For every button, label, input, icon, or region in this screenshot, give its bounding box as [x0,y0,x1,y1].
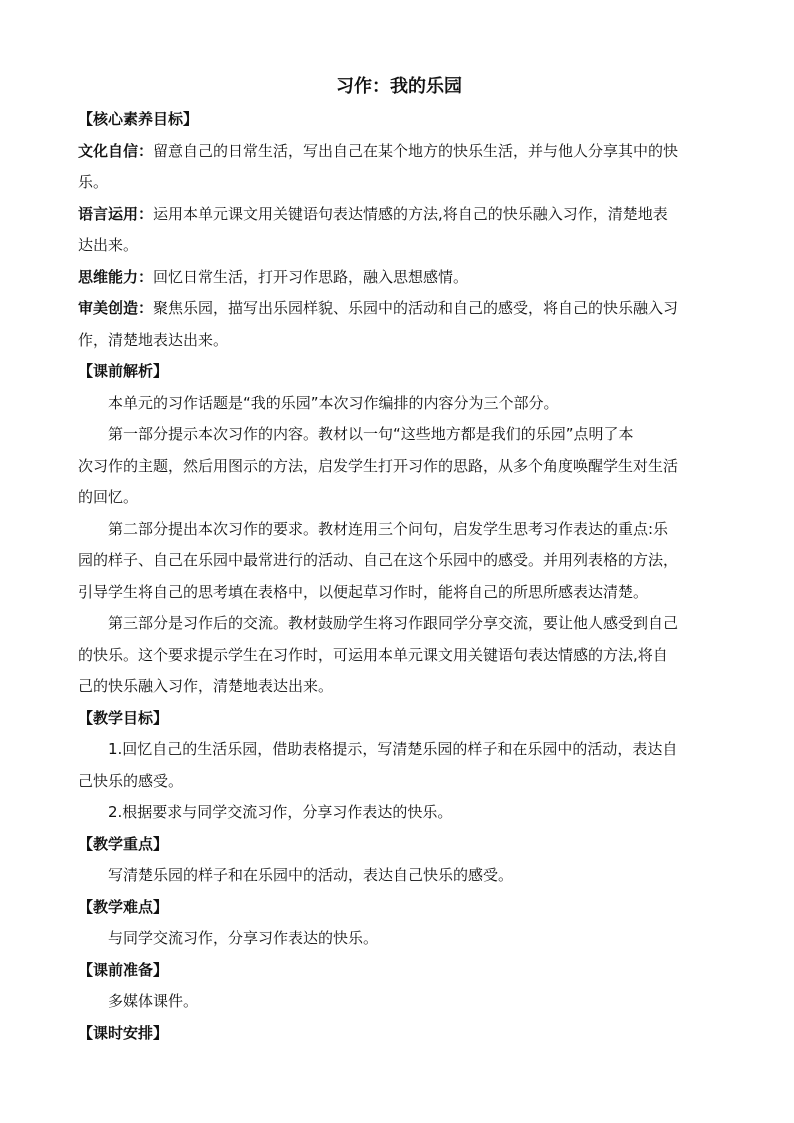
section-heading-schedule: 【课时安排】 [78,1023,169,1042]
section-heading-core-goals: 【核心素养目标】 [78,110,199,128]
analysis-paragraph-cont: 引导学生将自己的思考填在表格中，以便起草习作时，能将自己的所思所感表达清楚。 [78,582,649,601]
analysis-paragraph: 第一部分提示本次习作的内容。教材以一句“这些地方都是我们的乐园”点明了本 [108,425,634,443]
analysis-paragraph: 第二部分提出本次习作的要求。教材连用三个问句，启发学生思考习作表达的重点:乐 [108,519,669,538]
goal-text-cont: 乐。 [78,173,109,191]
goal-term: 思维能力： [78,267,154,286]
goal-item-aesthetic [78,293,720,325]
goal-item-language [78,199,720,231]
difficulties-text: 与同学交流习作，分享习作表达的快乐。 [108,929,379,947]
teaching-goal-item-cont: 己快乐的感受。 [78,771,184,790]
section-heading-teaching-goals: 【教学目标】 [78,708,169,727]
goal-item-culture [78,136,720,168]
goal-text-cont: 作，清楚地表达出来。 [78,330,229,349]
section-heading-preparation: 【课前准备】 [78,960,169,979]
teaching-goal-item: 2.根据要求与同学交流习作，分享习作表达的快乐。 [108,803,453,821]
page-title: 习作：我的乐园 [336,76,462,97]
analysis-paragraph: 第三部分是习作后的交流。教材鼓励学生将习作跟同学分享交流，要让他人感受到自己 [108,614,679,632]
goal-term: 审美创造： [78,299,154,317]
key-points-text: 写清楚乐园的样子和在乐园中的活动，表达自己快乐的感受。 [108,866,514,884]
goal-text-cont: 达出来。 [78,236,139,254]
analysis-paragraph-cont: 的回忆。 [78,488,139,506]
goal-item-thinking [78,262,720,294]
goal-term: 文化自信： [78,141,154,160]
goal-term: 语言运用： [78,204,154,223]
analysis-paragraph-cont: 的快乐。这个要求提示学生在习作时，可运用本单元课文用关键语句表达情感的方法,将自 [78,645,668,664]
analysis-paragraph: 本单元的习作话题是“我的乐园”本次习作编排的内容分为三个部分。 [108,393,559,412]
document-page [78,70,720,1049]
goal-text: 回忆日常生活，打开习作思路，融入思想感情。 [153,267,469,286]
section-heading-difficulties: 【教学难点】 [78,897,169,916]
section-heading-pre-analysis: 【课前解析】 [78,362,169,380]
goal-text: 留意自己的日常生活，写出自己在某个地方的快乐生活，并与他人分享其中的快 [153,141,679,160]
preparation-text: 多媒体课件。 [108,992,199,1010]
analysis-paragraph-cont: 次习作的主题，然后用图示的方法，启发学生打开习作的思路，从多个角度唤醒学生对生活 [78,456,679,475]
analysis-paragraph-cont: 己的快乐融入习作，清楚地表达出来。 [78,677,334,695]
section-heading-key-points: 【教学重点】 [78,834,169,853]
analysis-paragraph-cont: 园的样子、自己在乐园中最常进行的活动、自己在这个乐园中的感受。并用列表格的方法， [78,551,679,569]
goal-text: 聚焦乐园，描写出乐园样貌、乐园中的活动和自己的感受，将自己的快乐融入习 [153,299,679,317]
goal-text: 运用本单元课文用关键语句表达情感的方法,将自己的快乐融入习作，清楚地表 [153,204,668,223]
teaching-goal-item: 1.回忆自己的生活乐园，借助表格提示，写清楚乐园的样子和在乐园中的活动，表达自 [108,740,678,758]
